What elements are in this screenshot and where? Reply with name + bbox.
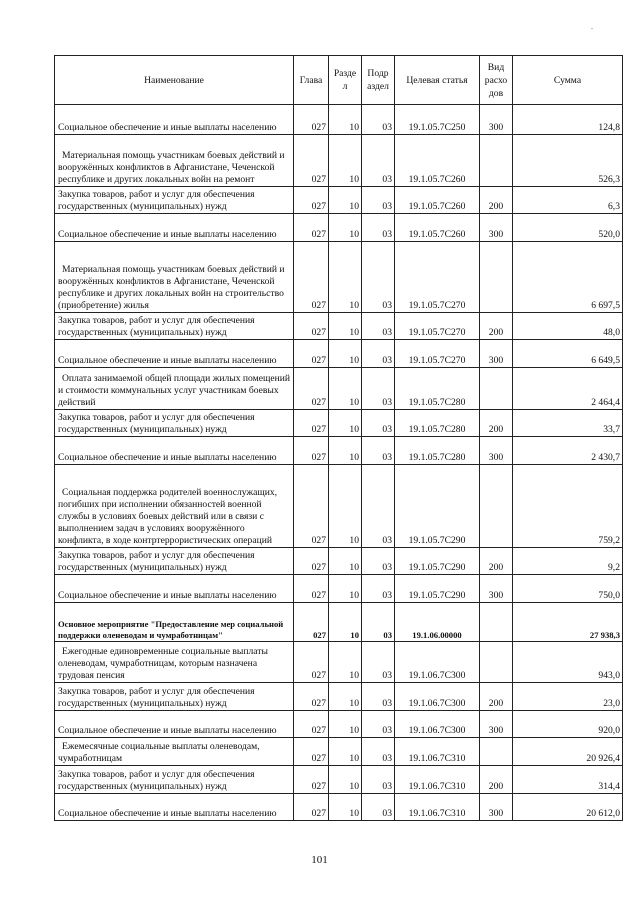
cell-article: 19.1.05.7С270 bbox=[395, 340, 480, 368]
cell-article: 19.1.05.7С270 bbox=[395, 313, 480, 340]
cell-podrazdel: 03 bbox=[362, 214, 395, 242]
cell-glava: 027 bbox=[294, 135, 329, 187]
cell-razdel: 10 bbox=[329, 603, 362, 642]
table-row bbox=[55, 187, 623, 214]
cell-name: Закупка товаров, работ и услуг для обеспечения государственных (муниципальных) нужд bbox=[55, 410, 294, 437]
cell-article: 19.1.05.7С270 bbox=[395, 242, 480, 313]
cell-name: Закупка товаров, работ и услуг для обеспечения государственных (муниципальных) нужд bbox=[55, 683, 294, 711]
cell-vid: 200 bbox=[480, 548, 513, 575]
cell-sum: 943,0 bbox=[513, 642, 623, 683]
cell-glava: 027 bbox=[294, 368, 329, 410]
cell-article: 19.1.05.7С280 bbox=[395, 410, 480, 437]
table-row bbox=[55, 214, 623, 242]
cell-razdel: 10 bbox=[329, 187, 362, 214]
cell-glava: 027 bbox=[294, 340, 329, 368]
cell-sum: 314,4 bbox=[513, 766, 623, 794]
cell-article: 19.1.05.7С290 bbox=[395, 548, 480, 575]
cell-article: 19.1.05.7С280 bbox=[395, 368, 480, 410]
table-row bbox=[55, 135, 623, 187]
cell-article: 19.1.05.7С260 bbox=[395, 214, 480, 242]
cell-razdel: 10 bbox=[329, 575, 362, 603]
cell-podrazdel: 03 bbox=[362, 603, 395, 642]
cell-name: Закупка товаров, работ и услуг для обеспечения государственных (муниципальных) нужд bbox=[55, 313, 294, 340]
cell-sum: 920,0 bbox=[513, 711, 623, 738]
table-row bbox=[55, 105, 623, 135]
cell-article: 19.1.06.7С300 bbox=[395, 642, 480, 683]
cell-article: 19.1.05.7С260 bbox=[395, 135, 480, 187]
table-row bbox=[55, 575, 623, 603]
cell-name: Закупка товаров, работ и услуг для обеспечения государственных (муниципальных) нужд bbox=[55, 187, 294, 214]
cell-razdel: 10 bbox=[329, 313, 362, 340]
cell-razdel: 10 bbox=[329, 368, 362, 410]
cell-glava: 027 bbox=[294, 214, 329, 242]
cell-name: Социальная поддержка родителей военнослужащих, погибших при исполнении обязанностей военной службы в условиях боевых действий или в связи с выполнением задач в условиях вооружённого конфликта, в ходе контртеррористических операций bbox=[55, 465, 294, 548]
table-row bbox=[55, 437, 623, 465]
table-row bbox=[55, 766, 623, 794]
cell-article: 19.1.06.7С300 bbox=[395, 683, 480, 711]
cell-sum: 520,0 bbox=[513, 214, 623, 242]
cell-name: Ежегодные единовременные социальные выплаты оленеводам, чумработницам, которым назначена трудовая пенсия bbox=[55, 642, 294, 683]
header-sum: Сумма bbox=[513, 56, 623, 105]
cell-podrazdel: 03 bbox=[362, 410, 395, 437]
table-row bbox=[55, 738, 623, 766]
cell-name: Социальное обеспечение и иные выплаты населению bbox=[55, 105, 294, 135]
cell-glava: 027 bbox=[294, 683, 329, 711]
cell-glava: 027 bbox=[294, 794, 329, 821]
table-row bbox=[55, 683, 623, 711]
cell-razdel: 10 bbox=[329, 642, 362, 683]
cell-podrazdel: 03 bbox=[362, 242, 395, 313]
cell-vid: 200 bbox=[480, 766, 513, 794]
cell-article: 19.1.06.7С310 bbox=[395, 738, 480, 766]
cell-glava: 027 bbox=[294, 738, 329, 766]
cell-sum: 124,8 bbox=[513, 105, 623, 135]
cell-name: Социальное обеспечение и иные выплаты населению bbox=[55, 575, 294, 603]
cell-podrazdel: 03 bbox=[362, 368, 395, 410]
cell-name: Материальная помощь участникам боевых действий и вооружённых конфликтов в Афганистане, Чеченской республике и других локальных войн на ремонт bbox=[55, 135, 294, 187]
cell-vid: 200 bbox=[480, 187, 513, 214]
cell-razdel: 10 bbox=[329, 711, 362, 738]
cell-razdel: 10 bbox=[329, 766, 362, 794]
table-row bbox=[55, 410, 623, 437]
cell-podrazdel: 03 bbox=[362, 766, 395, 794]
page-number: 101 bbox=[311, 854, 328, 866]
cell-glava: 027 bbox=[294, 575, 329, 603]
cell-article: 19.1.05.7С260 bbox=[395, 187, 480, 214]
cell-sum: 9,2 bbox=[513, 548, 623, 575]
table-row bbox=[55, 340, 623, 368]
cell-sum: 48,0 bbox=[513, 313, 623, 340]
cell-podrazdel: 03 bbox=[362, 575, 395, 603]
cell-glava: 027 bbox=[294, 642, 329, 683]
table-row bbox=[55, 313, 623, 340]
cell-name: Социальное обеспечение и иные выплаты населению bbox=[55, 214, 294, 242]
cell-glava: 027 bbox=[294, 187, 329, 214]
cell-vid bbox=[480, 642, 513, 683]
cell-glava: 027 bbox=[294, 313, 329, 340]
cell-article: 19.1.06.7С300 bbox=[395, 711, 480, 738]
cell-name: Закупка товаров, работ и услуг для обеспечения государственных (муниципальных) нужд bbox=[55, 766, 294, 794]
cell-razdel: 10 bbox=[329, 465, 362, 548]
cell-vid bbox=[480, 135, 513, 187]
cell-vid bbox=[480, 603, 513, 642]
cell-podrazdel: 03 bbox=[362, 548, 395, 575]
table-row bbox=[55, 642, 623, 683]
cell-glava: 027 bbox=[294, 437, 329, 465]
cell-article: 19.1.06.7С310 bbox=[395, 794, 480, 821]
cell-podrazdel: 03 bbox=[362, 437, 395, 465]
cell-sum: 2 430,7 bbox=[513, 437, 623, 465]
cell-podrazdel: 03 bbox=[362, 340, 395, 368]
cell-glava: 027 bbox=[294, 105, 329, 135]
table-row bbox=[55, 548, 623, 575]
cell-name: Закупка товаров, работ и услуг для обеспечения государственных (муниципальных) нужд bbox=[55, 548, 294, 575]
cell-razdel: 10 bbox=[329, 214, 362, 242]
cell-sum: 6 697,5 bbox=[513, 242, 623, 313]
cell-sum: 759,2 bbox=[513, 465, 623, 548]
cell-glava: 027 bbox=[294, 465, 329, 548]
table-row bbox=[55, 603, 623, 642]
cell-sum: 6,3 bbox=[513, 187, 623, 214]
budget-table bbox=[54, 55, 623, 821]
cell-name: Основное мероприятие "Предоставление мер социальной поддержки оленеводам и чумработницам" bbox=[55, 603, 294, 642]
cell-vid: 200 bbox=[480, 683, 513, 711]
cell-vid: 300 bbox=[480, 794, 513, 821]
cell-razdel: 10 bbox=[329, 437, 362, 465]
cell-sum: 2 464,4 bbox=[513, 368, 623, 410]
cell-article: 19.1.06.00000 bbox=[395, 603, 480, 642]
cell-name: Социальное обеспечение и иные выплаты населению bbox=[55, 711, 294, 738]
cell-name: Социальное обеспечение и иные выплаты населению bbox=[55, 437, 294, 465]
header-podrazdel: Подр аздел bbox=[362, 56, 395, 105]
cell-article: 19.1.05.7С290 bbox=[395, 465, 480, 548]
cell-podrazdel: 03 bbox=[362, 187, 395, 214]
cell-sum: 6 649,5 bbox=[513, 340, 623, 368]
cell-sum: 27 938,3 bbox=[513, 603, 623, 642]
cell-vid: 300 bbox=[480, 214, 513, 242]
cell-podrazdel: 03 bbox=[362, 711, 395, 738]
cell-sum: 23,0 bbox=[513, 683, 623, 711]
cell-vid: 300 bbox=[480, 575, 513, 603]
cell-razdel: 10 bbox=[329, 105, 362, 135]
table-header-row bbox=[55, 56, 623, 105]
cell-glava: 027 bbox=[294, 410, 329, 437]
cell-podrazdel: 03 bbox=[362, 794, 395, 821]
table-row bbox=[55, 465, 623, 548]
cell-glava: 027 bbox=[294, 711, 329, 738]
header-razdel: Разде л bbox=[329, 56, 362, 105]
header-name: Наименование bbox=[55, 56, 294, 105]
scan-speck bbox=[591, 28, 593, 29]
cell-razdel: 10 bbox=[329, 135, 362, 187]
cell-glava: 027 bbox=[294, 766, 329, 794]
cell-podrazdel: 03 bbox=[362, 738, 395, 766]
cell-podrazdel: 03 bbox=[362, 642, 395, 683]
cell-vid bbox=[480, 738, 513, 766]
cell-sum: 526,3 bbox=[513, 135, 623, 187]
cell-sum: 20 612,0 bbox=[513, 794, 623, 821]
cell-vid bbox=[480, 242, 513, 313]
cell-razdel: 10 bbox=[329, 683, 362, 711]
cell-article: 19.1.06.7С310 bbox=[395, 766, 480, 794]
cell-glava: 027 bbox=[294, 603, 329, 642]
table-row bbox=[55, 368, 623, 410]
cell-vid: 300 bbox=[480, 340, 513, 368]
cell-sum: 33,7 bbox=[513, 410, 623, 437]
cell-vid: 300 bbox=[480, 711, 513, 738]
cell-podrazdel: 03 bbox=[362, 465, 395, 548]
cell-razdel: 10 bbox=[329, 794, 362, 821]
cell-vid bbox=[480, 368, 513, 410]
cell-article: 19.1.05.7С290 bbox=[395, 575, 480, 603]
cell-name: Ежемесячные социальные выплаты оленеводам, чумработницам bbox=[55, 738, 294, 766]
cell-podrazdel: 03 bbox=[362, 683, 395, 711]
cell-name: Социальное обеспечение и иные выплаты населению bbox=[55, 794, 294, 821]
cell-vid: 300 bbox=[480, 437, 513, 465]
header-glava: Глава bbox=[294, 56, 329, 105]
cell-razdel: 10 bbox=[329, 548, 362, 575]
table-row bbox=[55, 794, 623, 821]
table-row bbox=[55, 711, 623, 738]
cell-razdel: 10 bbox=[329, 410, 362, 437]
cell-razdel: 10 bbox=[329, 738, 362, 766]
cell-podrazdel: 03 bbox=[362, 313, 395, 340]
cell-podrazdel: 03 bbox=[362, 105, 395, 135]
cell-podrazdel: 03 bbox=[362, 135, 395, 187]
header-article: Целевая статья bbox=[395, 56, 480, 105]
cell-vid: 200 bbox=[480, 313, 513, 340]
cell-name: Социальное обеспечение и иные выплаты населению bbox=[55, 340, 294, 368]
cell-name: Материальная помощь участникам боевых действий и вооружённых конфликтов в Афганистане, Чеченской республике и других локальных войн на строительство (приобретение) жилья bbox=[55, 242, 294, 313]
cell-razdel: 10 bbox=[329, 340, 362, 368]
cell-razdel: 10 bbox=[329, 242, 362, 313]
cell-glava: 027 bbox=[294, 242, 329, 313]
table-body bbox=[55, 105, 623, 821]
header-vid: Вид расхо дов bbox=[480, 56, 513, 105]
cell-name: Оплата занимаемой общей площади жилых помещений и стоимости коммунальных услуг участникам боевых действий bbox=[55, 368, 294, 410]
cell-article: 19.1.05.7С280 bbox=[395, 437, 480, 465]
cell-sum: 20 926,4 bbox=[513, 738, 623, 766]
cell-vid: 300 bbox=[480, 105, 513, 135]
cell-vid: 200 bbox=[480, 410, 513, 437]
cell-vid bbox=[480, 465, 513, 548]
table-row bbox=[55, 242, 623, 313]
cell-article: 19.1.05.7С250 bbox=[395, 105, 480, 135]
cell-sum: 750,0 bbox=[513, 575, 623, 603]
cell-glava: 027 bbox=[294, 548, 329, 575]
